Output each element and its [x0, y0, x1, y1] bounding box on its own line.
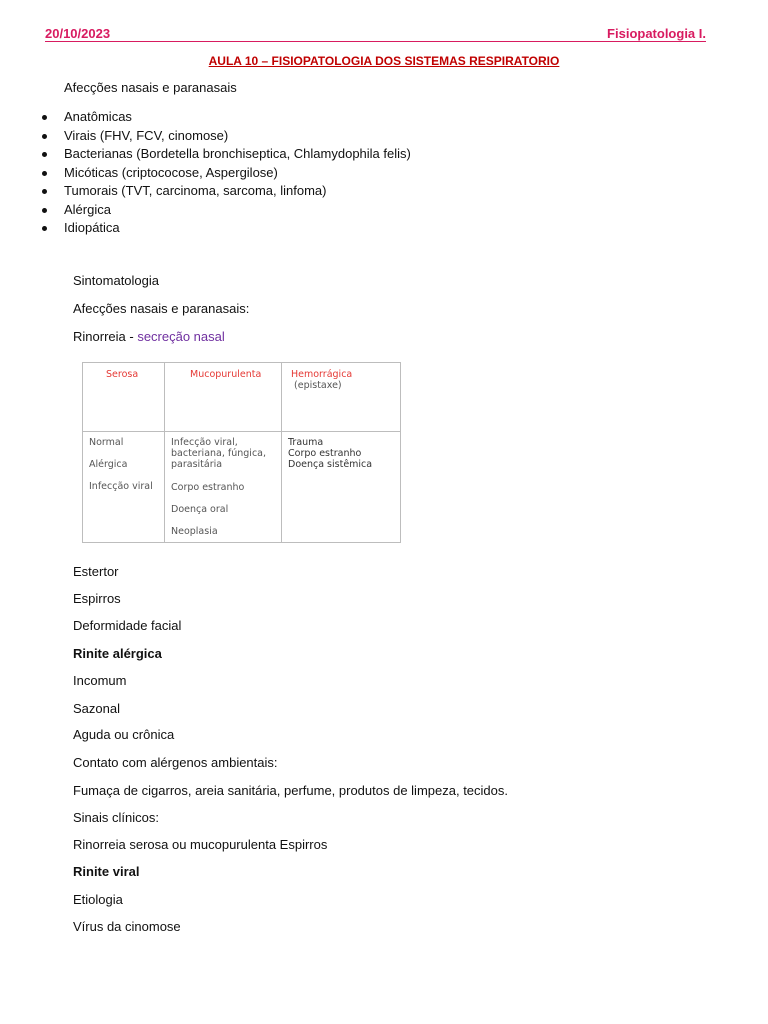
table-divider: [83, 431, 400, 432]
sintomatologia-heading: Sintomatologia: [73, 273, 159, 288]
lesson-title: AULA 10 – FISIOPATOLOGIA DOS SISTEMAS RESPIRATORIO: [208, 54, 560, 68]
rinorreia-table: [82, 362, 401, 543]
bullet-item: Virais (FHV, FCV, cinomose): [42, 127, 411, 146]
deformidade-line: Deformidade facial: [73, 618, 182, 633]
bullet-item: Alérgica: [42, 201, 411, 220]
estertor-line: Estertor: [73, 564, 119, 579]
table-cell: parasitária: [171, 459, 223, 470]
table-cell: Normal: [89, 437, 124, 448]
serosa-column: [89, 437, 153, 492]
incomum-line: Incomum: [73, 673, 127, 688]
table-divider: [164, 363, 165, 542]
rinorreia-label: Rinorreia: [73, 329, 126, 344]
bullet-item: Idiopática: [42, 219, 411, 238]
rinite-viral-heading: Rinite viral: [73, 864, 140, 879]
rinorreia-desc: secreção nasal: [137, 329, 225, 344]
rinite-alergica-heading: Rinite alérgica: [73, 646, 162, 661]
header-mucopurulenta: Mucopurulenta: [190, 369, 262, 380]
header-serosa: Serosa: [106, 369, 139, 380]
header-course: Fisiopatologia I.: [607, 26, 706, 41]
subtitle: Afecções nasais e paranasais: [64, 80, 237, 95]
header-hemorragica-note: (epistaxe): [291, 380, 342, 391]
table-cell: Doença sistêmica: [288, 459, 373, 470]
table-cell: Trauma: [288, 437, 324, 448]
contato-line: Contato com alérgenos ambientais:: [73, 755, 278, 770]
table-cell: Infecção viral,: [171, 437, 238, 448]
header-hemorragica: [291, 369, 400, 391]
page-header: [45, 25, 706, 42]
table-divider: [281, 363, 282, 542]
rinorreia-serosa-line: Rinorreia serosa ou mucopurulenta Espirros: [73, 837, 328, 852]
table-cell: Alérgica: [89, 459, 128, 470]
table-cell: bacteriana, fúngica,: [171, 448, 267, 459]
bullet-item: Micóticas (criptococose, Aspergilose): [42, 164, 411, 183]
sazonal-line: Sazonal: [73, 701, 120, 716]
afeccoes-line: Afecções nasais e paranasais:: [73, 301, 250, 316]
table-cell: Infecção viral: [89, 481, 153, 492]
table-cell: Neoplasia: [171, 526, 218, 537]
bullet-item: Anatômicas: [42, 108, 411, 127]
sinais-line: Sinais clínicos:: [73, 810, 159, 825]
table-cell: Corpo estranho: [171, 482, 245, 493]
bullet-item: Bacterianas (Bordetella bronchiseptica, Chlamydophila felis): [42, 145, 411, 164]
table-cell: Corpo estranho: [288, 448, 362, 459]
bullet-list: [42, 108, 411, 238]
table-cell: Doença oral: [171, 504, 229, 515]
fumaca-line: Fumaça de cigarros, areia sanitária, perfume, produtos de limpeza, tecidos.: [73, 783, 508, 798]
bullet-item: Tumorais (TVT, carcinoma, sarcoma, linfoma): [42, 182, 411, 201]
aguda-line: Aguda ou crônica: [73, 727, 175, 742]
etiologia-line: Etiologia: [73, 892, 123, 907]
header-date: 20/10/2023: [45, 26, 111, 41]
virus-line: Vírus da cinomose: [73, 919, 181, 934]
header-hemorragica-label: Hemorrágica: [291, 369, 353, 380]
rinorreia-sep: -: [125, 329, 138, 344]
mucopurulenta-column: [171, 437, 266, 537]
espirros-line: Espirros: [73, 591, 121, 606]
rinorreia-line: [73, 329, 225, 344]
hemorragica-column: [288, 437, 372, 470]
